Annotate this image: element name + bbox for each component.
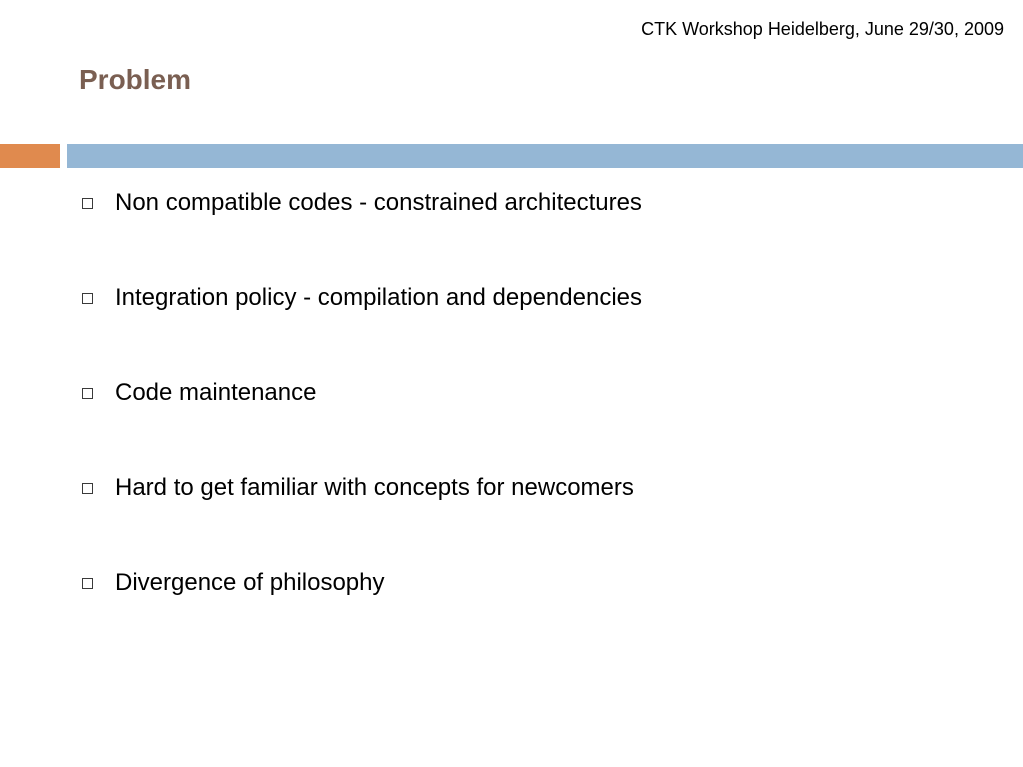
hollow-square-icon <box>82 293 93 304</box>
bullet-item <box>82 186 642 220</box>
bullet-item <box>82 281 642 315</box>
bullet-item <box>82 376 642 410</box>
hollow-square-icon <box>82 198 93 209</box>
header-note: CTK Workshop Heidelberg, June 29/30, 2009 <box>641 19 1004 39</box>
slide-title: Problem <box>79 64 192 95</box>
title-accent-bar <box>0 144 60 168</box>
bullet-text: Non compatible codes - constrained architectures <box>115 189 642 216</box>
hollow-square-icon <box>82 483 93 494</box>
hollow-square-icon <box>82 388 93 399</box>
title-underline-bar <box>67 144 1023 168</box>
hollow-square-icon <box>82 578 93 589</box>
bullet-text: Code maintenance <box>115 379 317 406</box>
bullet-list <box>82 186 642 661</box>
bullet-text: Integration policy - compilation and dependencies <box>115 284 643 311</box>
bullet-item <box>82 471 642 505</box>
bullet-text: Divergence of philosophy <box>115 569 385 596</box>
bullet-item <box>82 566 642 600</box>
bullet-text: Hard to get familiar with concepts for newcomers <box>115 474 634 501</box>
